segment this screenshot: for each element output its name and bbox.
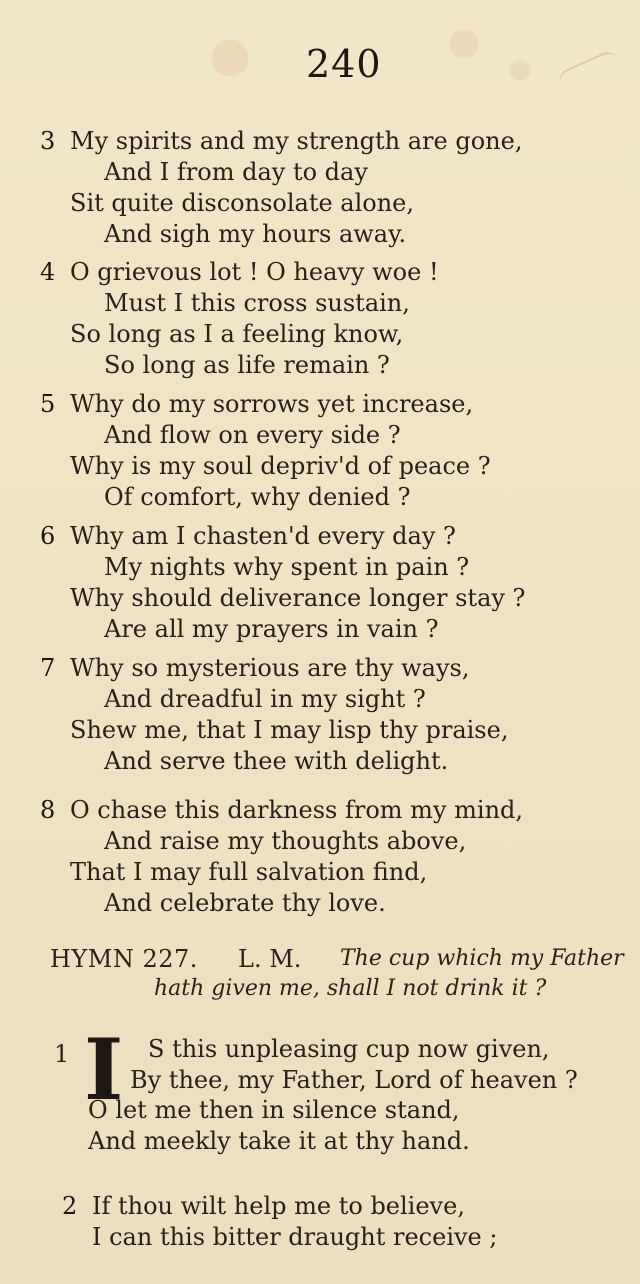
verse-line: Of comfort, why denied ? (104, 483, 411, 511)
stanza-number: 1 (54, 1040, 70, 1068)
stanza-line (40, 614, 640, 645)
verse-line: So long as I a feeling know, (70, 320, 404, 348)
stanza-3 (40, 126, 640, 250)
verse-line: That I may full salvation find, (70, 858, 428, 886)
stanza-line (40, 188, 640, 219)
hymn-meter: L. M. (238, 945, 302, 973)
stanza-number: 3 (40, 127, 56, 155)
stanza-6 (40, 521, 640, 645)
verse-line: Must I this cross sustain, (104, 289, 410, 317)
page-stain-mark (555, 48, 624, 98)
stanza-number: 8 (40, 796, 56, 824)
verse-line: And meekly take it at thy hand. (88, 1127, 470, 1155)
stanza-line (40, 521, 640, 552)
stanza-line (40, 684, 640, 715)
stanza-line (40, 126, 640, 157)
verse-line: My nights why spent in pain ? (104, 553, 470, 581)
verse-line: And dreadful in my sight ? (104, 685, 426, 713)
stanza-line (40, 746, 640, 777)
verse-line: And celebrate thy love. (104, 889, 386, 917)
stanza-line (40, 795, 640, 826)
stanza-line (40, 888, 640, 919)
stanza-number: 7 (40, 654, 56, 682)
drop-cap: I (84, 1020, 124, 1119)
hymn-number: HYMN 227. (50, 945, 198, 973)
verse-line: And sigh my hours away. (104, 220, 407, 248)
stanza-number: 2 (62, 1192, 78, 1220)
stanza-line (40, 826, 640, 857)
verse-line: Why should deliverance longer stay ? (70, 584, 526, 612)
verse-line: So long as life remain ? (104, 351, 390, 379)
stanza-number: 6 (40, 522, 56, 550)
hymn-stanza-2 (62, 1191, 640, 1253)
stanza-number: 4 (40, 258, 56, 286)
stanza-line (40, 482, 640, 513)
stanza-line (62, 1222, 640, 1253)
stanza-line (40, 350, 640, 381)
verse-line: Why is my soul depriv'd of peace ? (70, 452, 491, 480)
hymn-subtitle-line-2: hath given me, shall I not drink it ? (154, 976, 547, 1001)
verse-line: If thou wilt help me to believe, (92, 1192, 465, 1220)
verse-line: Why do my sorrows yet increase, (70, 390, 474, 418)
verse-line: O grievous lot ! O heavy woe ! (70, 258, 439, 286)
stanza-line (40, 257, 640, 288)
stanza-line (40, 552, 640, 583)
verse-line: And serve thee with delight. (104, 747, 449, 775)
verse-line: O chase this darkness from my mind, (70, 796, 524, 824)
verse-line: My spirits and my strength are gone, (70, 127, 523, 155)
stanza-line (40, 715, 640, 746)
stanza-line (40, 389, 640, 420)
stanza-line (40, 288, 640, 319)
stanza-4 (40, 257, 640, 381)
page-number: 240 (306, 42, 382, 86)
verse-line: S this unpleasing cup now given, (148, 1035, 550, 1063)
hymn-header (50, 945, 640, 979)
verse-line: Why so mysterious are thy ways, (70, 654, 470, 682)
stanza-5 (40, 389, 640, 513)
verse-line: I can this bitter draught receive ; (92, 1223, 498, 1251)
stanza-line (62, 1191, 640, 1222)
hymn-stanza-1 (54, 1020, 640, 1164)
stanza-line (40, 653, 640, 684)
stanza-number: 5 (40, 390, 56, 418)
verse-line: By thee, my Father, Lord of heaven ? (130, 1066, 578, 1094)
verse-line: Why am I chasten'd every day ? (70, 522, 456, 550)
stanza-line (40, 319, 640, 350)
verse-line: And flow on every side ? (104, 421, 401, 449)
verse-line: Are all my prayers in vain ? (104, 615, 439, 643)
verse-line: Shew me, that I may lisp thy praise, (70, 716, 509, 744)
verse-line: Sit quite disconsolate alone, (70, 189, 415, 217)
stanza-line (40, 157, 640, 188)
stanza-line (40, 583, 640, 614)
verse-line: And I from day to day (104, 158, 368, 186)
stanza-line (40, 420, 640, 451)
stanza-line (40, 219, 640, 250)
verse-line: O let me then in silence stand, (88, 1096, 460, 1124)
stanza-8 (40, 795, 640, 919)
verse-line: And raise my thoughts above, (104, 827, 467, 855)
stanza-line (40, 451, 640, 482)
hymn-subtitle-line-1: The cup which my Father (340, 946, 624, 971)
stanza-line (40, 857, 640, 888)
stanza-7 (40, 653, 640, 777)
